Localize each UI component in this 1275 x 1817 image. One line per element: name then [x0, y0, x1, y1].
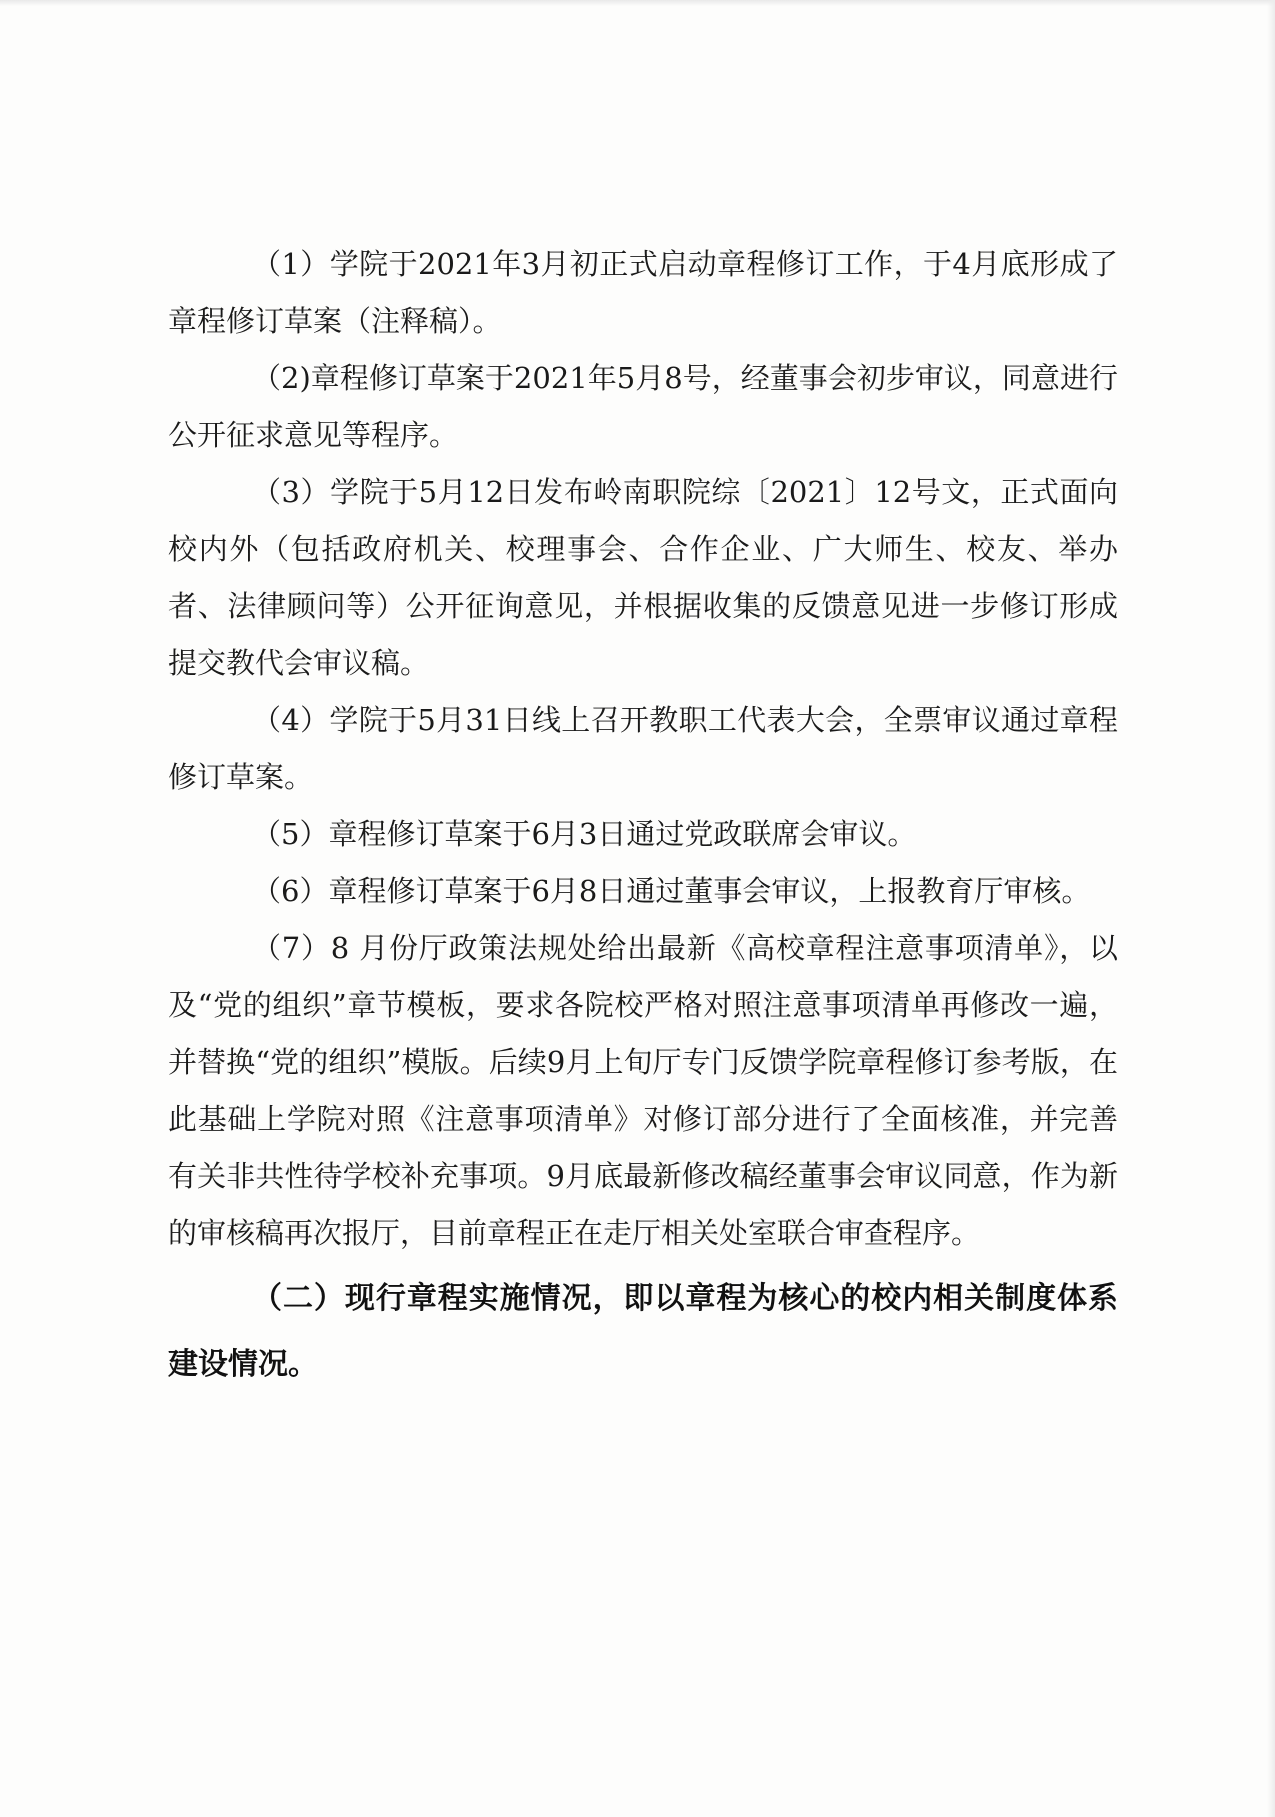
- scan-edge: [1267, 0, 1275, 1817]
- paragraph-item-6: （6）章程修订草案于6月8日通过董事会审议，上报教育厅审核。: [252, 874, 1091, 908]
- section-heading: （二）现行章程实施情况，即以章程为核心的校内相关制度体系建设情况。: [168, 1281, 1118, 1382]
- document-body: [168, 236, 1118, 1398]
- paragraph-item-5: （5）章程修订草案于6月3日通过党政联席会审议。: [252, 817, 917, 851]
- paragraph-item-4: （4）学院于5月31日线上召开教职工代表大会，全票审议通过章程修订草案。: [168, 703, 1118, 794]
- paragraph-item-2: （2)章程修订草案于2021年5月8号，经董事会初步审议，同意进行公开征求意见等程序。: [168, 361, 1118, 452]
- paragraph-item-3: （3）学院于5月12日发布岭南职院综〔2021〕12号文，正式面向校内外（包括政府机关、校理事会、合作企业、广大师生、校友、举办者、法律顾问等）公开征询意见，并根据收集的反馈意见进一步修订形成提交教代会审议稿。: [168, 475, 1118, 680]
- scan-edge: [0, 0, 1275, 6]
- paragraph-item-1: （1）学院于2021年3月初正式启动章程修订工作，于4月底形成了章程修订草案（注释稿）。: [168, 247, 1118, 338]
- paragraph-item-7: （7）8 月份厅政策法规处给出最新《高校章程注意事项清单》，以及“党的组织”章节模板，要求各院校严格对照注意事项清单再修改一遍，并替换“党的组织”模版。后续9月上旬厅专门反馈学院章程修订参考版，在此基础上学院对照《注意事项清单》对修订部分进行了全面核准，并完善有关非共性待学校补充事项。9月底最新修改稿经董事会审议同意，作为新的审核稿再次报厅，目前章程正在走厅相关处室联合审查程序。: [168, 931, 1118, 1250]
